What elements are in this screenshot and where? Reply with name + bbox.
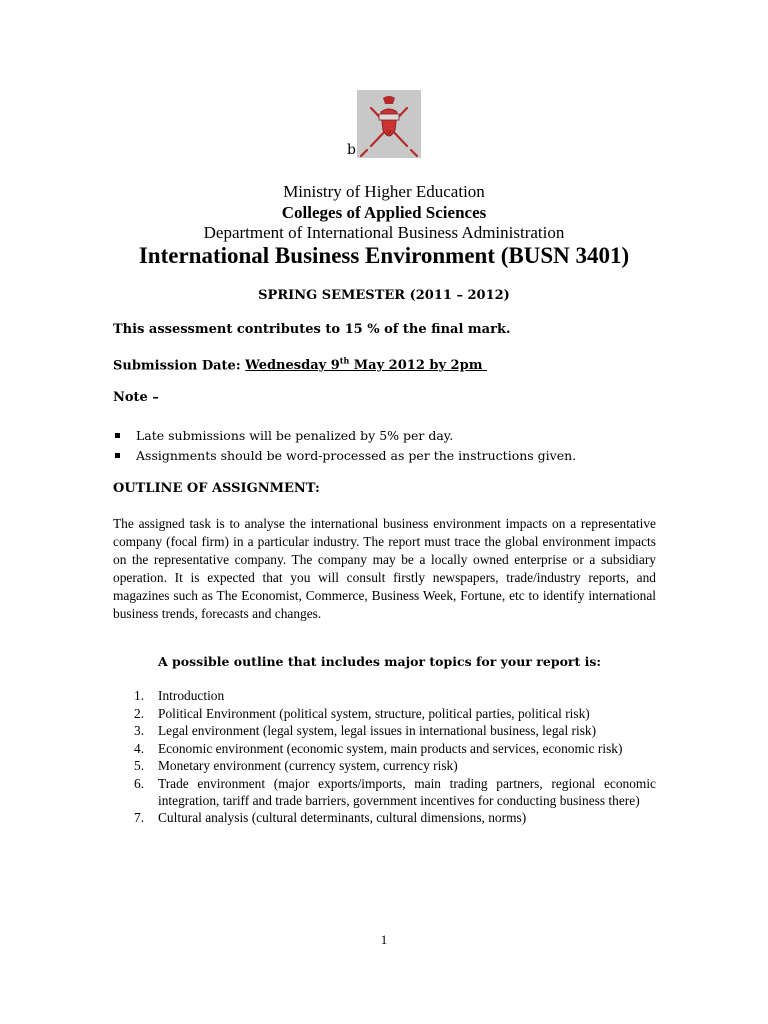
topics-intro: A possible outline that includes major topics for your report is: <box>158 654 602 669</box>
list-item <box>113 705 656 722</box>
topic-number: 3. <box>134 723 145 738</box>
list-item <box>113 687 656 704</box>
page-number: 1 <box>380 932 388 947</box>
topic-number: 4. <box>134 740 145 756</box>
semester-heading: SPRING SEMESTER (2011 – 2012) <box>258 288 510 303</box>
list-item <box>113 775 656 809</box>
colleges-heading: Colleges of Applied Sciences <box>281 203 487 222</box>
date-suffix: th <box>339 356 350 366</box>
topic-number: 7. <box>134 810 145 825</box>
course-title: International Business Environment (BUSN 3401) <box>138 243 630 268</box>
oman-khanjar-emblem-icon <box>357 90 421 158</box>
date-day: Wednesday 9 <box>245 358 340 374</box>
submission-date-value <box>245 358 487 373</box>
list-item <box>113 722 656 739</box>
topic-number: 6. <box>134 775 145 791</box>
topic-number: 5. <box>134 758 145 773</box>
topic-text: Legal environment (legal system, legal issues in international business, legal risk) <box>158 723 597 738</box>
list-item <box>113 809 656 826</box>
topic-text: Trade environment (major exports/imports, main trading partners, regional economic integration, tariff and trade barriers, government incentives for conducting business there) <box>158 775 656 808</box>
topic-number: 1. <box>134 688 145 703</box>
stray-character: b <box>347 142 356 158</box>
list-item <box>113 757 656 774</box>
emblem-logo <box>357 90 421 158</box>
department-heading: Department of International Business Administration <box>203 223 565 242</box>
date-rest: May 2012 by 2pm <box>349 358 483 374</box>
topic-text: Economic environment (economic system, main products and services, economic risk) <box>158 740 623 756</box>
topic-number: 2. <box>134 705 145 721</box>
assessment-weight: This assessment contributes to 15 % of the final mark. <box>113 322 511 337</box>
note-bullets <box>113 426 656 466</box>
list-item: Late submissions will be penalized by 5% per day. <box>113 426 656 446</box>
outline-heading: OUTLINE OF ASSIGNMENT: <box>113 481 320 496</box>
note-label: Note – <box>113 390 159 405</box>
list-item <box>113 740 656 757</box>
outline-paragraph: The assigned task is to analyse the international business environment impacts on a representative company (focal firm) in a particular industry. The report must trace the global environment impacts on the representative company. The company may be a locally owned enterprise or a subsidiary operation. It is expected that you will consult firstly newspapers, trade/industry reports, and magazines such as The Economist, Commerce, Business Week, Fortune, etc to identify international business trends, forecasts and changes. <box>113 516 656 621</box>
topic-text: Monetary environment (currency system, currency risk) <box>158 758 458 773</box>
submission-label: Submission Date: <box>113 358 241 374</box>
topics-list <box>113 687 656 827</box>
submission-date <box>113 356 656 373</box>
topic-text: Cultural analysis (cultural determinants, cultural dimensions, norms) <box>158 810 527 825</box>
list-item: Assignments should be word-processed as per the instructions given. <box>113 446 656 466</box>
ministry-heading: Ministry of Higher Education <box>283 182 485 201</box>
topic-text: Introduction <box>158 688 225 703</box>
topic-text: Political Environment (political system, structure, political parties, political risk) <box>158 705 590 721</box>
